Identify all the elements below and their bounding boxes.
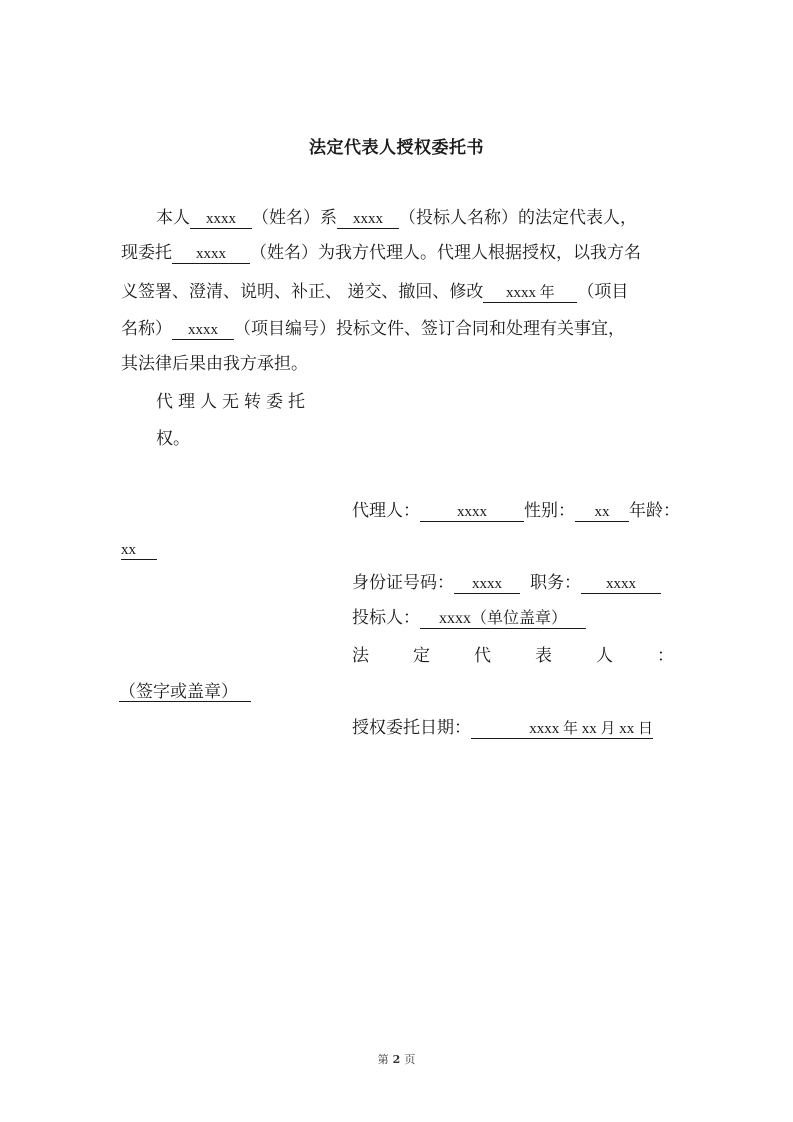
text-segment: （项目编号）投标文件、签订合同和处理有关事宜，: [234, 319, 625, 339]
agent-name-field: xxxx: [172, 245, 250, 264]
bidder-name-field: xxxx: [337, 210, 399, 229]
bidder-row: [352, 607, 586, 629]
legal-rep-char: 人: [596, 646, 613, 666]
principal-name-field: xxxx: [190, 210, 252, 229]
age-label: 年龄：: [629, 501, 680, 521]
legal-representative-row: [352, 645, 674, 667]
body-line-1: [156, 207, 637, 229]
no-subdelegation-line-2: 权。: [156, 429, 190, 449]
gender-field: xx: [575, 503, 629, 522]
body-line-4: [121, 318, 625, 340]
footer-suffix: 页: [404, 1053, 416, 1066]
page-number: 2: [392, 1053, 401, 1066]
legal-rep-sign-row: [119, 681, 251, 703]
project-year-field: xxxx 年: [483, 284, 577, 303]
body-line-3: [121, 281, 628, 303]
text-segment: 本人: [156, 208, 190, 228]
legal-rep-signature-field: （签字或盖章）: [119, 683, 251, 702]
id-label: 身份证号码：: [352, 573, 454, 593]
agent-field: xxxx: [420, 503, 524, 522]
project-code-field: xxxx: [172, 321, 234, 340]
text-segment: 名称）: [121, 319, 172, 339]
legal-rep-char: ：: [657, 646, 674, 666]
text-segment: （姓名）为我方代理人。代理人根据授权，以我方名: [250, 243, 641, 263]
bidder-seal-field: xxxx（单位盖章）: [420, 610, 586, 629]
text-segment: （项目: [577, 282, 629, 302]
legal-rep-char: 表: [535, 646, 552, 666]
no-subdelegation-line-1: 代理人无转委托: [156, 392, 310, 412]
text-segment: 现委托: [121, 243, 172, 263]
id-number-field: xxxx: [454, 575, 520, 594]
text-segment: （姓名）系: [252, 208, 337, 228]
date-label: 授权委托日期：: [352, 718, 471, 738]
id-info-row: [352, 572, 661, 594]
document-title: 法定代表人授权委托书: [309, 138, 484, 158]
legal-rep-char: 法: [352, 646, 369, 666]
agent-info-row: [352, 500, 680, 522]
legal-rep-char: 代: [474, 646, 491, 666]
body-line-2: [121, 242, 641, 264]
agent-label: 代理人：: [352, 501, 420, 521]
position-label: 职务：: [530, 573, 581, 593]
bidder-label: 投标人：: [352, 608, 420, 628]
legal-rep-char: 定: [413, 646, 430, 666]
text-segment: （投标人名称）的法定代表人，: [399, 208, 637, 228]
authorization-date-field: xxxx 年 xx 月 xx 日: [471, 720, 653, 739]
text-segment: 义签署、澄清、说明、补正、 递交、撤回、修改: [121, 282, 484, 302]
gender-label: 性别：: [524, 501, 575, 521]
age-field: xx: [121, 541, 157, 560]
date-row: [352, 717, 653, 739]
footer-prefix: 第: [377, 1053, 389, 1066]
age-row: [121, 538, 157, 560]
position-field: xxxx: [581, 575, 661, 594]
body-line-5: 其法律后果由我方承担。: [121, 354, 308, 374]
page-footer: [0, 1051, 793, 1067]
